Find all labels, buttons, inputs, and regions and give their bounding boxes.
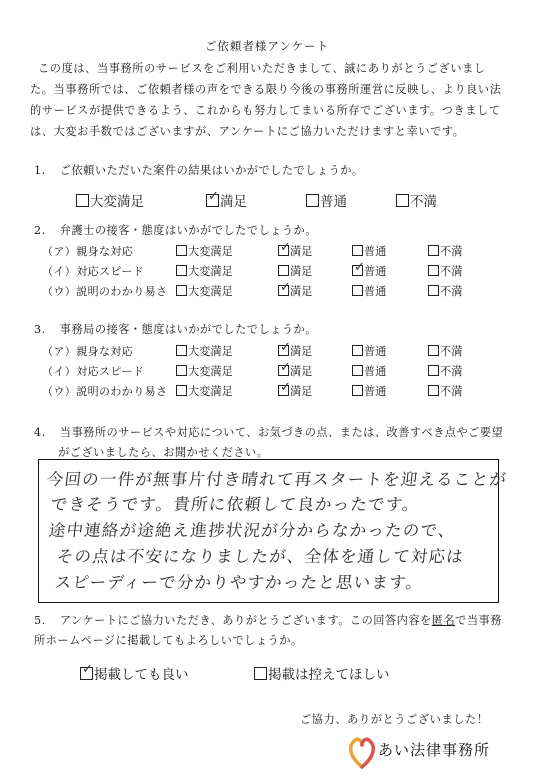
q3-row-2-option-2[interactable]	[352, 383, 386, 399]
checkmark-icon: ✓	[82, 662, 93, 677]
q4-text-line-2: がございましたら、お聞かせください。	[58, 446, 269, 459]
q3-row-0-option-0[interactable]	[176, 343, 233, 359]
q2-row-0-option-1-label: 満足	[290, 245, 313, 258]
q3-row-2-option-2-checkbox[interactable]	[352, 385, 363, 396]
q2-row-0-label: （ア）親身な対応	[42, 245, 134, 258]
q1-question	[34, 162, 364, 178]
q1-number: 1.	[34, 164, 46, 177]
q3-row-1-option-3-checkbox[interactable]	[428, 365, 439, 376]
q2-row-2-option-1-label: 満足	[290, 285, 313, 298]
q2-row-1-option-3-checkbox[interactable]	[428, 265, 439, 276]
q5-text-anonymous: 匿名	[431, 614, 456, 627]
q3-row-2-option-0[interactable]	[176, 383, 233, 399]
q2-text: 弁護士の接客・態度はいかがでしたでしょうか。	[59, 224, 317, 237]
q3-row-2-option-1[interactable]	[278, 380, 313, 399]
comment-line-2: できそうです。貴所に依頼して良かったです。	[49, 495, 421, 514]
q3-row-1-option-0-checkbox[interactable]	[176, 365, 187, 376]
q3-row-0-option-3-checkbox[interactable]	[428, 345, 439, 356]
q3-row-2-option-0-label: 大変満足	[188, 385, 233, 398]
intro-line-4: は、大変お手数ではございますが、アンケートにご協力いただけますと幸いです。	[30, 125, 465, 138]
q3-row-0-label: （ア）親身な対応	[42, 345, 134, 358]
q1-option-0-label: 大変満足	[90, 194, 144, 210]
q2-row-2-option-2[interactable]	[352, 283, 386, 299]
q5-text-c: で当事務	[455, 614, 502, 627]
q5-checkbox-0[interactable]	[80, 662, 93, 680]
q1-option-3[interactable]	[396, 190, 437, 210]
q5-option-0[interactable]: ✓ 掲載しても良い	[82, 662, 189, 683]
q5-text-a: アンケートにご協力いただき、ありがとうございます。この回答内容を	[59, 614, 432, 627]
q2-row-0-option-3-label: 不満	[440, 245, 463, 258]
q1-option-3-checkbox[interactable]	[396, 194, 409, 207]
q3-row-0-option-1-label: 満足	[290, 345, 313, 358]
q5-question	[34, 612, 502, 628]
q1-option-2-label: 普通	[320, 194, 347, 210]
q2-row-0-option-3-checkbox[interactable]	[428, 245, 439, 256]
q2-row-2-option-3-label: 不満	[440, 285, 463, 298]
q3-row-1-label: （イ）対応スピード	[42, 365, 145, 378]
q1-option-1-label: 満足	[220, 194, 247, 210]
q3-row-2-option-0-checkbox[interactable]	[176, 385, 187, 396]
q1-option-3-label: 不満	[410, 194, 437, 210]
q2-row-0-option-1-checkbox[interactable]	[278, 240, 291, 256]
q3-row-2-option-3-checkbox[interactable]	[428, 385, 439, 396]
q3-row-0-option-1[interactable]	[278, 340, 313, 359]
q2-row-2-option-1-checkbox[interactable]	[278, 280, 291, 296]
q2-row-1-option-2-label: 普通	[364, 265, 387, 278]
q2-row-2-option-3[interactable]	[428, 283, 462, 299]
q5-text-line-2: 所ホームページに掲載してもよろしいでしょうか。	[34, 634, 303, 647]
q5-option-1[interactable]: 掲載は控えてほしい	[254, 663, 390, 683]
q3-row-1-option-2-label: 普通	[364, 365, 387, 378]
checkmark-icon: ✓	[280, 280, 291, 295]
q1-text: ご依頼いただいた案件の結果はいかがでしたでしょうか。	[59, 164, 364, 177]
q3-row-1-option-2[interactable]	[352, 363, 386, 379]
q2-row-2-option-2-label: 普通	[364, 285, 387, 298]
q1-option-0-checkbox[interactable]	[76, 194, 89, 207]
q3-row-1-option-0[interactable]	[176, 363, 233, 379]
q2-row-2-label: （ウ）説明のわかり易さ	[42, 285, 168, 298]
q2-row-1-option-1-checkbox[interactable]	[278, 265, 289, 276]
comment-line-5: スピーディーで分かりやすかったと思います。	[53, 573, 425, 592]
checkmark-icon: ✓	[208, 189, 219, 204]
q5-checkbox-1[interactable]	[254, 667, 267, 680]
q3-row-0-option-3[interactable]	[428, 343, 462, 359]
checkmark-icon: ✓	[280, 340, 291, 355]
q2-row-2-option-3-checkbox[interactable]	[428, 285, 439, 296]
q4-text-line-1: 当事務所のサービスや対応について、お気づきの点、または、改善すべき点やご要望	[59, 426, 504, 439]
intro-line-1: この度は、当事務所のサービスをご利用いただきまして、誠にありがとうございまし	[38, 62, 486, 75]
q3-row-0-option-0-label: 大変満足	[188, 345, 233, 358]
q3-row-2-option-3-label: 不満	[440, 385, 463, 398]
q2-question	[34, 222, 317, 238]
q2-row-0-option-0[interactable]	[176, 243, 233, 259]
q3-row-0-option-3-label: 不満	[440, 345, 463, 358]
intro-line-3: 的サービスが提供できるよう、これからも努力してまいる所存でございます。つきまして	[30, 104, 501, 117]
q2-row-0-option-0-label: 大変満足	[188, 245, 233, 258]
q2-row-1-label: （イ）対応スピード	[42, 265, 145, 278]
q3-text: 事務局の接客・態度はいかがでしたでしょうか。	[59, 323, 317, 336]
q3-row-0-option-2-label: 普通	[364, 345, 387, 358]
q2-number: 2.	[34, 224, 46, 237]
q3-row-0-option-0-checkbox[interactable]	[176, 345, 187, 356]
q4-number: 4.	[34, 426, 46, 439]
logo-icon	[348, 735, 376, 769]
q2-row-1-option-0[interactable]	[176, 263, 233, 279]
checkmark-icon: ✓	[280, 240, 291, 255]
q2-row-0-option-3[interactable]	[428, 243, 462, 259]
q1-option-2[interactable]	[306, 190, 347, 210]
intro-line-2: た。当事務所では、ご依頼者様の声をできる限り今後の事務所運営に反映し、より良い法	[30, 83, 502, 96]
q1-option-1-checkbox[interactable]	[206, 189, 219, 207]
q2-row-1-option-2[interactable]	[352, 260, 387, 279]
q4-question	[34, 424, 503, 440]
comment-line-3: 途中連絡が途絶え進捗状況が分からなかったので、	[47, 521, 457, 540]
q2-row-1-option-0-checkbox[interactable]	[176, 265, 187, 276]
q2-row-0-option-2-checkbox[interactable]	[352, 245, 363, 256]
q3-row-2-label: （ウ）説明のわかり易さ	[42, 385, 168, 398]
q3-row-1-option-1[interactable]	[278, 360, 313, 379]
q3-row-0-option-1-checkbox[interactable]	[278, 340, 291, 356]
q2-row-2-option-0[interactable]	[176, 283, 233, 299]
q2-row-1-option-1[interactable]	[278, 263, 312, 279]
q1-option-2-checkbox[interactable]	[306, 194, 319, 207]
q2-row-1-option-0-label: 大変満足	[188, 265, 233, 278]
q2-row-2-option-2-checkbox[interactable]	[352, 285, 363, 296]
q2-row-0-option-2-label: 普通	[364, 245, 387, 258]
comment-line-4: その点は不安になりましたが、全体を通して対応は	[55, 547, 465, 566]
q3-question	[34, 321, 317, 337]
q3-row-1-option-2-checkbox[interactable]	[352, 365, 363, 376]
q3-row-1-option-1-label: 満足	[290, 365, 313, 378]
q3-row-1-option-3[interactable]	[428, 363, 462, 379]
checkmark-icon: ✓	[280, 380, 291, 395]
q3-row-0-option-2-checkbox[interactable]	[352, 345, 363, 356]
q2-row-2-option-0-checkbox[interactable]	[176, 285, 187, 296]
q2-row-2-option-0-label: 大変満足	[188, 285, 233, 298]
q2-row-1-option-3[interactable]	[428, 263, 462, 279]
q2-row-0-option-1[interactable]	[278, 240, 313, 259]
comment-line-1: 今回の一件が無事片付き晴れて再スタートを迎えることが	[45, 470, 509, 489]
q3-row-1-option-0-label: 大変満足	[188, 365, 233, 378]
q1-option-1[interactable]	[206, 190, 247, 210]
checkmark-icon: ✓	[280, 360, 291, 375]
q1-option-0[interactable]	[76, 190, 144, 210]
closing-text: ご協力、ありがとうございました！	[300, 713, 489, 726]
q2-row-1-option-2-checkbox[interactable]	[352, 260, 365, 276]
q3-row-2-option-1-label: 満足	[290, 385, 313, 398]
q5-number: 5.	[34, 614, 46, 627]
q2-row-1-option-3-label: 不満	[440, 265, 463, 278]
q2-row-0-option-2[interactable]	[352, 243, 386, 259]
q3-number: 3.	[34, 323, 46, 336]
comment-box	[38, 459, 509, 603]
q2-row-1-option-1-label: 満足	[290, 265, 313, 278]
q3-row-2-option-2-label: 普通	[364, 385, 387, 398]
q2-row-2-option-1[interactable]	[278, 280, 313, 299]
logo-text: あい法律事務所	[378, 741, 491, 759]
q2-row-0-option-0-checkbox[interactable]	[176, 245, 187, 256]
page-title: ご依頼者様アンケート	[204, 39, 330, 53]
q3-row-2-option-1-checkbox[interactable]	[278, 380, 291, 396]
q3-row-1-option-3-label: 不満	[440, 365, 463, 378]
q3-row-0-option-2[interactable]	[352, 343, 386, 359]
q3-row-1-option-1-checkbox[interactable]	[278, 360, 291, 376]
checkmark-icon: ✓	[354, 260, 365, 275]
q3-row-2-option-3[interactable]	[428, 383, 462, 399]
